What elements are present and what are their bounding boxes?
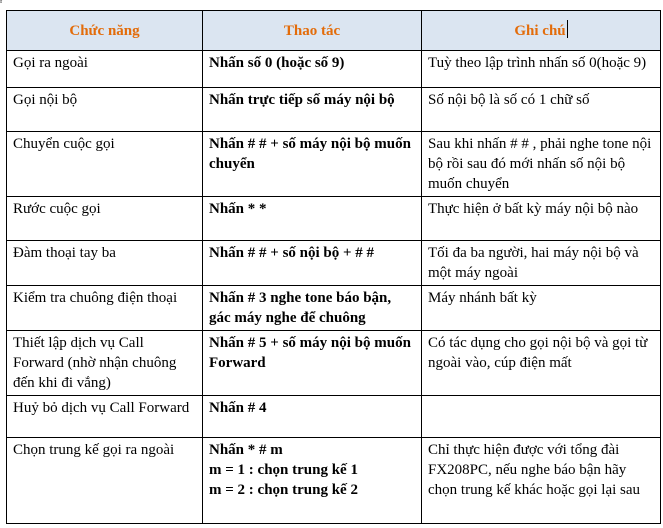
action-cell <box>203 132 422 197</box>
action-line: Nhấn # 3 nghe tone báo bận, gác máy nghe để chuông <box>209 290 392 326</box>
function-cell: Gọi ra ngoài <box>7 51 203 88</box>
action-cell <box>203 241 422 286</box>
table-row <box>7 51 661 88</box>
action-line: Nhấn # # + số máy nội bộ muốn chuyển <box>209 136 411 172</box>
action-cell <box>203 331 422 396</box>
function-cell: Gọi nội bộ <box>7 88 203 132</box>
action-line: Nhấn # 4 <box>209 400 267 416</box>
corner-mark: ᶠ <box>0 0 3 9</box>
action-line: m = 2 : chọn trung kế 2 <box>209 482 358 498</box>
header-note-text: Ghi chú <box>514 23 566 39</box>
action-cell <box>203 51 422 88</box>
phone-operations-table <box>6 10 661 524</box>
function-cell: Thiết lập dịch vụ Call Forward (nhờ nhận chuông đến khi đi vắng) <box>7 331 203 396</box>
action-cell <box>203 396 422 438</box>
action-cell <box>203 88 422 132</box>
table-row <box>7 197 661 241</box>
note-cell: Tuỳ theo lập trình nhấn số 0(hoặc 9) <box>422 51 661 88</box>
action-line: Nhấn trực tiếp số máy nội bộ <box>209 92 395 108</box>
table-row <box>7 396 661 438</box>
table-row <box>7 241 661 286</box>
note-cell: Có tác dụng cho gọi nội bộ và gọi từ ngoài vào, cúp điện mất <box>422 331 661 396</box>
function-cell: Đàm thoại tay ba <box>7 241 203 286</box>
function-cell: Chuyển cuộc gọi <box>7 132 203 197</box>
note-cell: Sau khi nhấn # # , phải nghe tone nội bộ rồi sau đó mới nhấn số nội bộ muốn chuyển <box>422 132 661 197</box>
function-cell: Kiểm tra chuông điện thoại <box>7 286 203 331</box>
note-cell <box>422 396 661 438</box>
function-cell: Huỷ bỏ dịch vụ Call Forward <box>7 396 203 438</box>
note-cell: Chỉ thực hiện được với tổng đài FX208PC, nếu nghe báo bận hãy chọn trung kế khác hoặc gọi lại sau <box>422 438 661 524</box>
function-cell: Rước cuộc gọi <box>7 197 203 241</box>
action-line: Nhấn số 0 (hoặc số 9) <box>209 55 345 71</box>
action-line: Nhấn # # + số nội bộ + # # <box>209 245 375 261</box>
header-action: Thao tác <box>203 11 422 51</box>
action-line: Nhấn * # m <box>209 442 283 458</box>
table-row <box>7 132 661 197</box>
action-line: m = 1 : chọn trung kế 1 <box>209 462 358 478</box>
table-row <box>7 438 661 524</box>
action-line: Nhấn # 5 + số máy nội bộ muốn Forward <box>209 335 411 371</box>
text-cursor <box>567 20 568 38</box>
action-cell <box>203 286 422 331</box>
action-line: Nhấn * * <box>209 201 267 217</box>
header-note <box>422 11 661 51</box>
note-cell: Số nội bộ là số có 1 chữ số <box>422 88 661 132</box>
table-row <box>7 331 661 396</box>
table-row <box>7 286 661 331</box>
function-cell: Chọn trung kế gọi ra ngoài <box>7 438 203 524</box>
note-cell: Thực hiện ở bất kỳ máy nội bộ nào <box>422 197 661 241</box>
action-cell <box>203 197 422 241</box>
table-row <box>7 88 661 132</box>
action-cell <box>203 438 422 524</box>
header-function: Chức năng <box>7 11 203 51</box>
note-cell: Tối đa ba người, hai máy nội bộ và một máy ngoài <box>422 241 661 286</box>
note-cell: Máy nhánh bất kỳ <box>422 286 661 331</box>
header-row <box>7 11 661 51</box>
